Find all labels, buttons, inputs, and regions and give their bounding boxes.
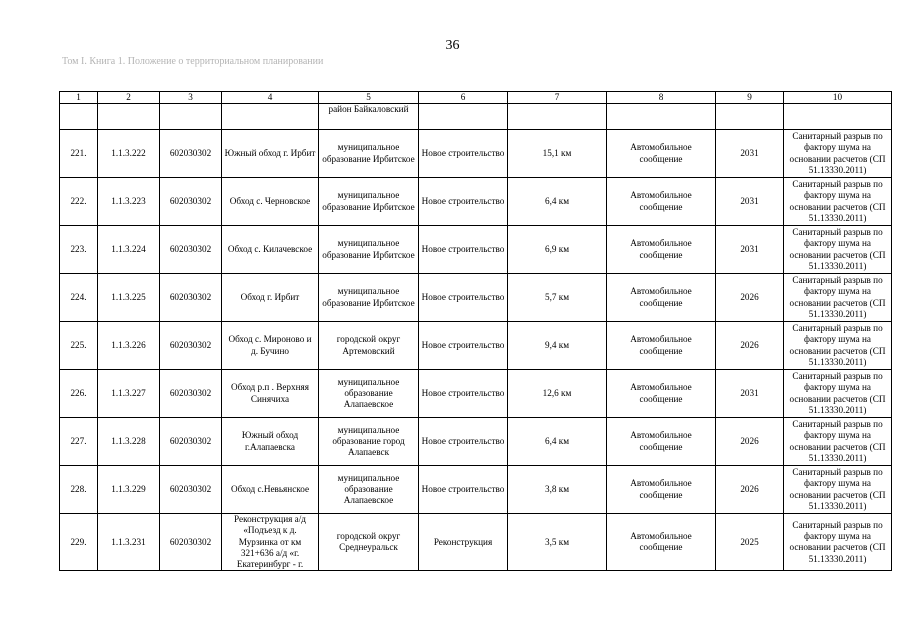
table-cell-col-4: Обход р.п . Верхняя Синячиха (222, 370, 319, 418)
table-cell-col-1: 226. (60, 370, 98, 418)
table-cell-col-3: 602030302 (160, 418, 222, 466)
table-cell-col-4: Обход г. Ирбит (222, 274, 319, 322)
table-cell-col-9: 2031 (716, 226, 784, 274)
table-cell-col-3: 602030302 (160, 178, 222, 226)
table-cell-col-10: Санитарный разрыв по фактору шума на основании расчетов (СП 51.13330.2011) (784, 370, 892, 418)
table-cell-col-1: 229. (60, 514, 98, 571)
table-cell-col-8: Автомобильное сообщение (607, 322, 716, 370)
table-cell-col-10: Санитарный разрыв по фактору шума на основании расчетов (СП 51.13330.2011) (784, 226, 892, 274)
table-cell-col-3: 602030302 (160, 466, 222, 514)
table-cell-col-7: 3,8 км (508, 466, 607, 514)
table-cell-col-4: Южный обход г.Алапаевска (222, 418, 319, 466)
table-cell-col-6: Новое строительство (419, 418, 508, 466)
table-cell-col-7: 15,1 км (508, 130, 607, 178)
table-cell-col-10: Санитарный разрыв по фактору шума на основании расчетов (СП 51.13330.2011) (784, 274, 892, 322)
table-cell-col-5: муниципальное образование Алапаевское (319, 466, 419, 514)
table-cell-col-2: 1.1.3.227 (98, 370, 160, 418)
table-cell-col-7: 7 (508, 92, 607, 104)
table-cell-col-4: Южный обход г. Ирбит (222, 130, 319, 178)
table-cell-col-9: 2031 (716, 178, 784, 226)
table-cell-col-10: 10 (784, 92, 892, 104)
table-cell-col-10: Санитарный разрыв по фактору шума на основании расчетов (СП 51.13330.2011) (784, 466, 892, 514)
table-cell-col-8: 8 (607, 92, 716, 104)
table-cell-col-3: 602030302 (160, 370, 222, 418)
table-cell-col-5: муниципальное образование Ирбитское (319, 130, 419, 178)
table-row (60, 274, 892, 322)
table-cell-col-4: Обход с. Килачевское (222, 226, 319, 274)
table-cell-col-7 (508, 104, 607, 130)
table-cell-col-4: Реконструкция а/д «Подъезд к д. Мурзинка от км 321+636 а/д «г. Екатеринбург - г. (222, 514, 319, 571)
table-row (60, 226, 892, 274)
table-cell-col-9 (716, 104, 784, 130)
table-cell-col-2: 1.1.3.229 (98, 466, 160, 514)
table-cell-col-4: Обход с. Черновское (222, 178, 319, 226)
table-cell-col-4: Обход с.Невьянское (222, 466, 319, 514)
table-cell-col-1: 223. (60, 226, 98, 274)
table-cell-col-1: 221. (60, 130, 98, 178)
table-cell-col-8: Автомобильное сообщение (607, 514, 716, 571)
table-cell-col-10: Санитарный разрыв по фактору шума на основании расчетов (СП 51.13330.2011) (784, 322, 892, 370)
table-cell-col-9: 2025 (716, 514, 784, 571)
table-cell-col-2: 1.1.3.231 (98, 514, 160, 571)
table-cell-col-7: 9,4 км (508, 322, 607, 370)
table-cell-col-1: 224. (60, 274, 98, 322)
table-cell-col-5: муниципальное образование Алапаевское (319, 370, 419, 418)
table-cell-col-7: 12,6 км (508, 370, 607, 418)
table-cell-col-1: 227. (60, 418, 98, 466)
table-cell-col-9: 2031 (716, 130, 784, 178)
table-cell-col-8: Автомобильное сообщение (607, 178, 716, 226)
table-cell-col-7: 5,7 км (508, 274, 607, 322)
table-cell-col-3: 602030302 (160, 226, 222, 274)
table-cell-col-3: 602030302 (160, 322, 222, 370)
table-cell-col-2: 1.1.3.224 (98, 226, 160, 274)
table-cell-col-2: 2 (98, 92, 160, 104)
table-cell-col-7: 3,5 км (508, 514, 607, 571)
table-cell-col-9: 2026 (716, 466, 784, 514)
table-cell-col-1: 225. (60, 322, 98, 370)
table-cell-col-5: муниципальное образование город Алапаевск (319, 418, 419, 466)
table-cell-col-6: Новое строительство (419, 130, 508, 178)
table-cell-col-8: Автомобильное сообщение (607, 370, 716, 418)
table-cell-col-4: Обход с. Мироново и д. Бучино (222, 322, 319, 370)
table-cell-col-10 (784, 104, 892, 130)
table-cell-col-3: 602030302 (160, 274, 222, 322)
table-cell-col-3: 602030302 (160, 130, 222, 178)
table-cell-col-8: Автомобильное сообщение (607, 226, 716, 274)
table-header-row (60, 92, 892, 104)
table-cell-col-10: Санитарный разрыв по фактору шума на основании расчетов (СП 51.13330.2011) (784, 514, 892, 571)
table-cell-col-8: Автомобильное сообщение (607, 466, 716, 514)
table-cell-col-2: 1.1.3.223 (98, 178, 160, 226)
table-cell-col-5: муниципальное образование Ирбитское (319, 178, 419, 226)
table-cell-col-3 (160, 104, 222, 130)
table-cell-col-6: Новое строительство (419, 274, 508, 322)
table-row (60, 322, 892, 370)
table-cell-col-7: 6,4 км (508, 178, 607, 226)
table-cell-col-6: Новое строительство (419, 466, 508, 514)
table-cell-col-6: 6 (419, 92, 508, 104)
table-cell-col-3: 602030302 (160, 514, 222, 571)
table-cell-col-5: район Байкаловский (319, 104, 419, 130)
table-cell-col-7: 6,4 км (508, 418, 607, 466)
table-cell-col-2: 1.1.3.226 (98, 322, 160, 370)
table-cell-col-9: 2026 (716, 322, 784, 370)
planning-table (59, 91, 892, 571)
table-row (60, 370, 892, 418)
table-continuation-row (60, 104, 892, 130)
table-cell-col-5: муниципальное образование Ирбитское (319, 226, 419, 274)
table-cell-col-1: 228. (60, 466, 98, 514)
table-row (60, 466, 892, 514)
table-cell-col-3: 3 (160, 92, 222, 104)
table-row (60, 514, 892, 571)
table-cell-col-8: Автомобильное сообщение (607, 418, 716, 466)
table-row (60, 178, 892, 226)
table-cell-col-5: 5 (319, 92, 419, 104)
table-cell-col-9: 2026 (716, 274, 784, 322)
table-cell-col-10: Санитарный разрыв по фактору шума на основании расчетов (СП 51.13330.2011) (784, 418, 892, 466)
table-cell-col-10: Санитарный разрыв по фактору шума на основании расчетов (СП 51.13330.2011) (784, 130, 892, 178)
table-cell-col-1 (60, 104, 98, 130)
table-cell-col-6: Новое строительство (419, 370, 508, 418)
table-cell-col-1: 1 (60, 92, 98, 104)
table-cell-col-4 (222, 104, 319, 130)
table-cell-col-9: 9 (716, 92, 784, 104)
table-cell-col-5: муниципальное образование Ирбитское (319, 274, 419, 322)
table-row (60, 418, 892, 466)
table-cell-col-9: 2031 (716, 370, 784, 418)
table-cell-col-2: 1.1.3.228 (98, 418, 160, 466)
running-header: Том I. Книга 1. Положение о территориальном планировании (62, 56, 324, 67)
table-cell-col-10: Санитарный разрыв по фактору шума на основании расчетов (СП 51.13330.2011) (784, 178, 892, 226)
table-cell-col-6: Реконструкция (419, 514, 508, 571)
table-cell-col-6: Новое строительство (419, 178, 508, 226)
table-cell-col-9: 2026 (716, 418, 784, 466)
table-cell-col-2: 1.1.3.225 (98, 274, 160, 322)
table-cell-col-6 (419, 104, 508, 130)
table-cell-col-6: Новое строительство (419, 322, 508, 370)
table-cell-col-7: 6,9 км (508, 226, 607, 274)
table-cell-col-8: Автомобильное сообщение (607, 130, 716, 178)
table-cell-col-4: 4 (222, 92, 319, 104)
table-cell-col-6: Новое строительство (419, 226, 508, 274)
table-row (60, 130, 892, 178)
table-cell-col-8: Автомобильное сообщение (607, 274, 716, 322)
table-cell-col-5: городской округ Среднеуральск (319, 514, 419, 571)
page-number: 36 (445, 38, 460, 53)
table-cell-col-8 (607, 104, 716, 130)
table-cell-col-1: 222. (60, 178, 98, 226)
table-cell-col-2 (98, 104, 160, 130)
table-cell-col-2: 1.1.3.222 (98, 130, 160, 178)
table-cell-col-5: городской округ Артемовский (319, 322, 419, 370)
